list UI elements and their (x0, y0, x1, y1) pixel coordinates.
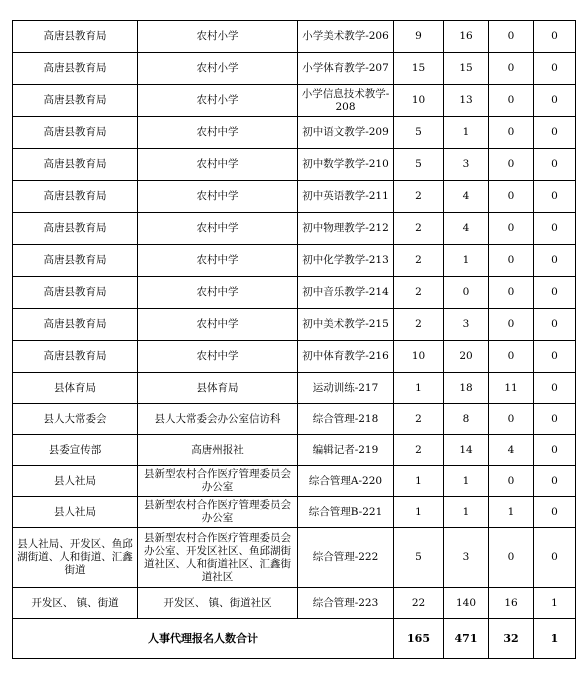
position-cell: 综合管理-218 (298, 404, 394, 435)
position-cell: 综合管理B-221 (298, 497, 394, 528)
table-row (13, 21, 576, 53)
col6-cell: 0 (489, 117, 534, 149)
col6-cell: 0 (489, 341, 534, 373)
count-cell: 1 (394, 497, 444, 528)
total-value: 1 (534, 619, 576, 659)
position-cell: 小学美术教学-206 (298, 21, 394, 53)
position-cell: 小学体育教学-207 (298, 53, 394, 85)
department-cell: 高唐县教育局 (13, 117, 138, 149)
applicants-cell: 16 (444, 21, 489, 53)
unit-cell: 农村中学 (138, 181, 298, 213)
col7-cell: 0 (534, 277, 576, 309)
applicants-cell: 3 (444, 149, 489, 181)
count-cell: 2 (394, 309, 444, 341)
col6-cell: 0 (489, 21, 534, 53)
position-cell: 综合管理-222 (298, 528, 394, 588)
col7-cell: 0 (534, 53, 576, 85)
position-cell: 初中音乐教学-214 (298, 277, 394, 309)
count-cell: 2 (394, 245, 444, 277)
department-cell: 高唐县教育局 (13, 277, 138, 309)
col7-cell: 0 (534, 21, 576, 53)
count-cell: 1 (394, 373, 444, 404)
total-value: 165 (394, 619, 444, 659)
department-cell: 高唐县教育局 (13, 213, 138, 245)
table-row (13, 497, 576, 528)
applicants-cell: 3 (444, 528, 489, 588)
col6-cell: 0 (489, 277, 534, 309)
col6-cell: 0 (489, 85, 534, 117)
unit-cell: 农村小学 (138, 21, 298, 53)
count-cell: 5 (394, 117, 444, 149)
col7-cell: 0 (534, 149, 576, 181)
unit-cell: 高唐州报社 (138, 435, 298, 466)
applicants-cell: 140 (444, 588, 489, 619)
col7-cell: 0 (534, 341, 576, 373)
count-cell: 2 (394, 277, 444, 309)
unit-cell: 农村中学 (138, 309, 298, 341)
table-row (13, 528, 576, 588)
unit-cell: 农村中学 (138, 149, 298, 181)
col7-cell: 0 (534, 245, 576, 277)
applicants-cell: 4 (444, 181, 489, 213)
count-cell: 2 (394, 181, 444, 213)
col7-cell: 0 (534, 181, 576, 213)
applicants-cell: 13 (444, 85, 489, 117)
col7-cell: 0 (534, 117, 576, 149)
table-row (13, 213, 576, 245)
col6-cell: 0 (489, 245, 534, 277)
table-row (13, 373, 576, 404)
department-cell: 高唐县教育局 (13, 21, 138, 53)
count-cell: 5 (394, 528, 444, 588)
table-row (13, 309, 576, 341)
col7-cell: 0 (534, 528, 576, 588)
unit-cell: 县人大常委会办公室信访科 (138, 404, 298, 435)
table-row (13, 466, 576, 497)
department-cell: 高唐县教育局 (13, 85, 138, 117)
count-cell: 22 (394, 588, 444, 619)
department-cell: 高唐县教育局 (13, 181, 138, 213)
department-cell: 高唐县教育局 (13, 245, 138, 277)
table-row (13, 85, 576, 117)
col6-cell: 0 (489, 53, 534, 85)
applicants-cell: 20 (444, 341, 489, 373)
table-row (13, 588, 576, 619)
col7-cell: 0 (534, 373, 576, 404)
col7-cell: 0 (534, 497, 576, 528)
col6-cell: 0 (489, 309, 534, 341)
unit-cell: 农村小学 (138, 53, 298, 85)
applicants-cell: 1 (444, 466, 489, 497)
applicants-cell: 14 (444, 435, 489, 466)
applicants-cell: 1 (444, 497, 489, 528)
department-cell: 高唐县教育局 (13, 341, 138, 373)
position-cell: 初中物理教学-212 (298, 213, 394, 245)
applicants-cell: 15 (444, 53, 489, 85)
col6-cell: 1 (489, 497, 534, 528)
col6-cell: 11 (489, 373, 534, 404)
total-value: 471 (444, 619, 489, 659)
total-row (13, 619, 576, 659)
position-cell: 综合管理-223 (298, 588, 394, 619)
count-cell: 1 (394, 466, 444, 497)
col7-cell: 0 (534, 466, 576, 497)
col7-cell: 1 (534, 588, 576, 619)
col6-cell: 0 (489, 466, 534, 497)
table-row (13, 149, 576, 181)
position-cell: 运动训练-217 (298, 373, 394, 404)
unit-cell: 县新型农村合作医疗管理委员会办公室、开发区社区、鱼邱湖街道社区、人和街道社区、汇鑫街道社区 (138, 528, 298, 588)
department-cell: 县人社局、开发区、鱼邱湖街道、人和街道、汇鑫街道 (13, 528, 138, 588)
unit-cell: 县体育局 (138, 373, 298, 404)
position-cell: 编辑记者-219 (298, 435, 394, 466)
count-cell: 10 (394, 341, 444, 373)
table-row (13, 404, 576, 435)
position-cell: 初中数学教学-210 (298, 149, 394, 181)
position-cell: 初中美术教学-215 (298, 309, 394, 341)
col7-cell: 0 (534, 435, 576, 466)
department-cell: 县委宣传部 (13, 435, 138, 466)
col7-cell: 0 (534, 85, 576, 117)
department-cell: 县人社局 (13, 497, 138, 528)
unit-cell: 农村中学 (138, 277, 298, 309)
department-cell: 县人大常委会 (13, 404, 138, 435)
col7-cell: 0 (534, 404, 576, 435)
department-cell: 高唐县教育局 (13, 149, 138, 181)
col6-cell: 0 (489, 181, 534, 213)
unit-cell: 开发区、 镇、街道社区 (138, 588, 298, 619)
table-row (13, 53, 576, 85)
col6-cell: 16 (489, 588, 534, 619)
recruitment-table (12, 20, 576, 659)
table-row (13, 181, 576, 213)
unit-cell: 农村中学 (138, 341, 298, 373)
total-value: 32 (489, 619, 534, 659)
unit-cell: 农村中学 (138, 213, 298, 245)
count-cell: 2 (394, 213, 444, 245)
position-cell: 初中语文教学-209 (298, 117, 394, 149)
applicants-cell: 4 (444, 213, 489, 245)
count-cell: 9 (394, 21, 444, 53)
department-cell: 县体育局 (13, 373, 138, 404)
col7-cell: 0 (534, 309, 576, 341)
applicants-cell: 3 (444, 309, 489, 341)
total-label: 人事代理报名人数合计 (13, 619, 394, 659)
unit-cell: 农村中学 (138, 117, 298, 149)
col6-cell: 0 (489, 149, 534, 181)
table-row (13, 117, 576, 149)
col7-cell: 0 (534, 213, 576, 245)
department-cell: 开发区、 镇、街道 (13, 588, 138, 619)
unit-cell: 县新型农村合作医疗管理委员会办公室 (138, 466, 298, 497)
position-cell: 初中英语教学-211 (298, 181, 394, 213)
table-row (13, 277, 576, 309)
count-cell: 2 (394, 435, 444, 466)
col6-cell: 0 (489, 404, 534, 435)
department-cell: 高唐县教育局 (13, 53, 138, 85)
applicants-cell: 0 (444, 277, 489, 309)
applicants-cell: 8 (444, 404, 489, 435)
table-row (13, 435, 576, 466)
table-row (13, 245, 576, 277)
count-cell: 15 (394, 53, 444, 85)
count-cell: 10 (394, 85, 444, 117)
position-cell: 小学信息技术教学-208 (298, 85, 394, 117)
unit-cell: 县新型农村合作医疗管理委员会办公室 (138, 497, 298, 528)
count-cell: 2 (394, 404, 444, 435)
position-cell: 初中化学教学-213 (298, 245, 394, 277)
col6-cell: 4 (489, 435, 534, 466)
unit-cell: 农村小学 (138, 85, 298, 117)
position-cell: 综合管理A-220 (298, 466, 394, 497)
col6-cell: 0 (489, 213, 534, 245)
applicants-cell: 1 (444, 117, 489, 149)
col6-cell: 0 (489, 528, 534, 588)
department-cell: 县人社局 (13, 466, 138, 497)
table-row (13, 341, 576, 373)
unit-cell: 农村中学 (138, 245, 298, 277)
table-body (13, 21, 576, 659)
applicants-cell: 18 (444, 373, 489, 404)
position-cell: 初中体育教学-216 (298, 341, 394, 373)
applicants-cell: 1 (444, 245, 489, 277)
department-cell: 高唐县教育局 (13, 309, 138, 341)
count-cell: 5 (394, 149, 444, 181)
